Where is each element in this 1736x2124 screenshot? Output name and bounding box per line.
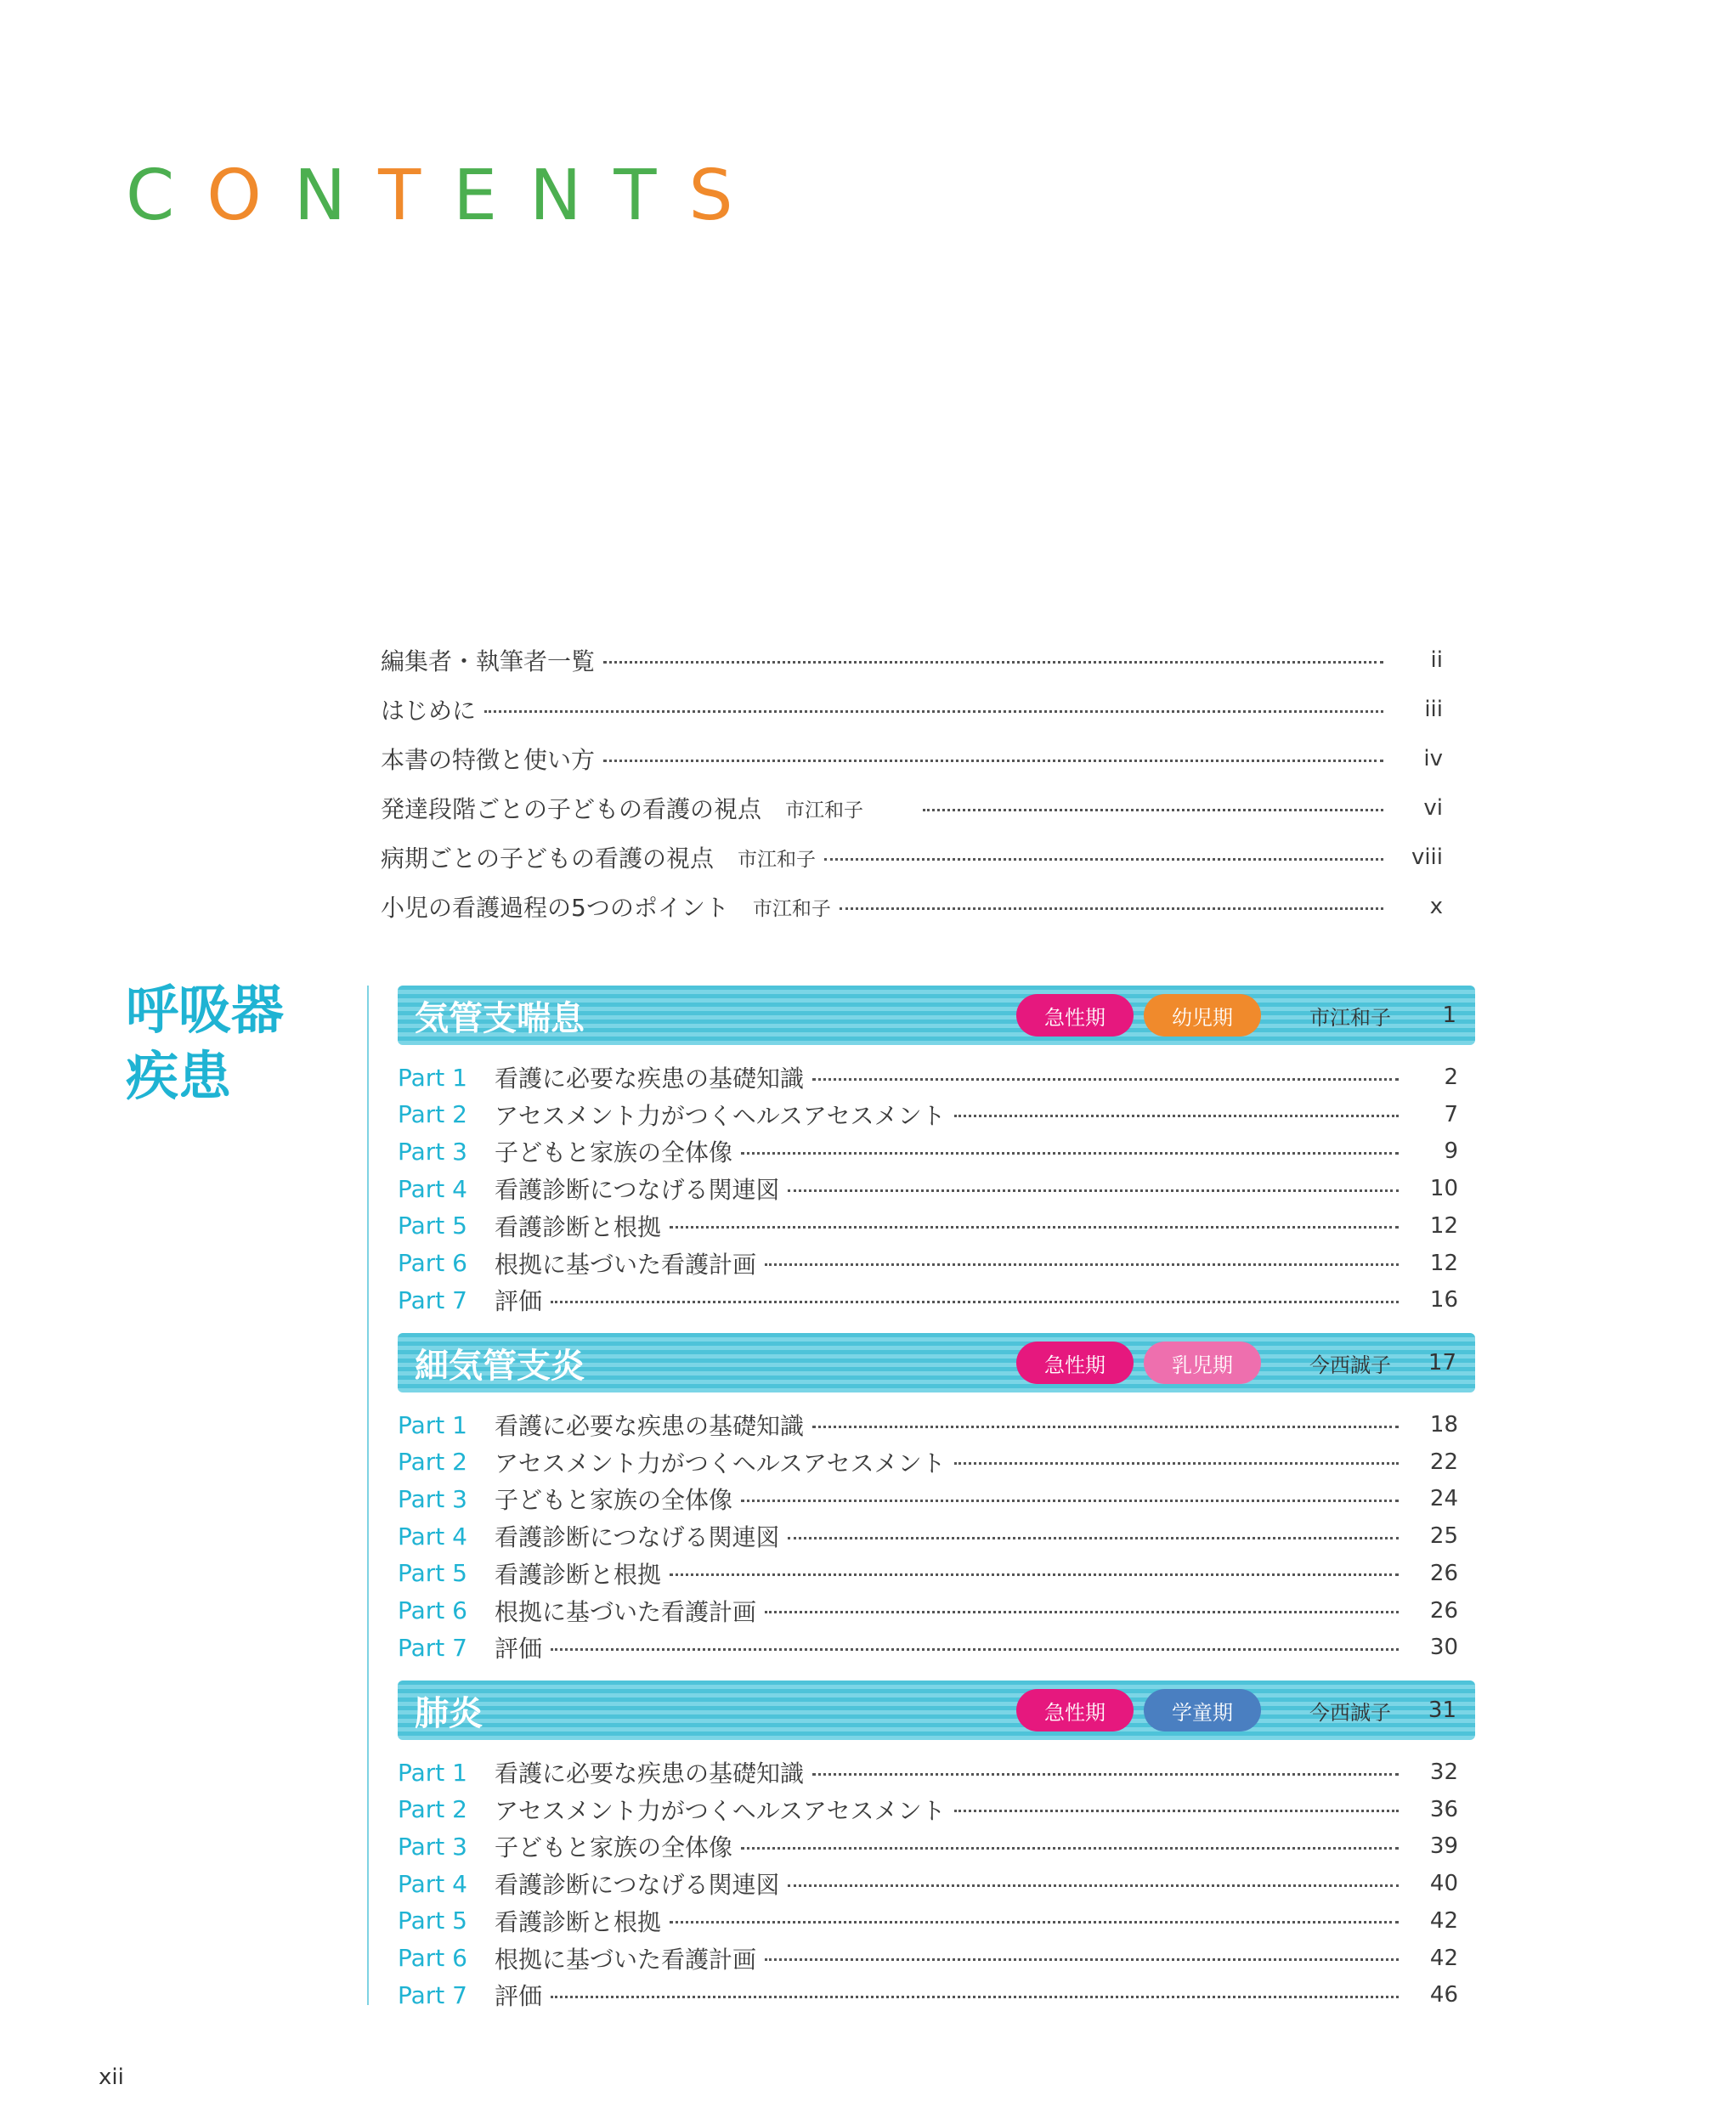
toc-part-row[interactable] [398, 1592, 1458, 1630]
part-number: Part 7 [398, 1633, 467, 1662]
dot-leader [670, 1226, 1399, 1229]
dot-leader [603, 661, 1383, 664]
toc-part-row[interactable] [398, 1754, 1458, 1791]
dot-leader [788, 1884, 1399, 1887]
toc-part-row[interactable] [398, 1096, 1458, 1133]
toc-part-row[interactable] [398, 1791, 1458, 1828]
toc-part-row[interactable] [398, 1406, 1458, 1443]
category-title-line2: 疾患 [126, 1045, 232, 1107]
part-page: 24 [1429, 1486, 1458, 1512]
part-number: Part 1 [398, 1410, 467, 1439]
toc-part-row[interactable] [398, 1940, 1458, 1977]
section-author: 市江和子 [1309, 1005, 1391, 1030]
toc-part-row[interactable] [398, 1555, 1458, 1592]
dot-leader [788, 1189, 1399, 1192]
dot-leader [923, 809, 1383, 811]
part-number: Part 7 [398, 1980, 467, 2009]
part-title: 子どもと家族の全体像 [495, 1138, 733, 1167]
dot-leader [551, 1648, 1399, 1651]
part-title: アセスメント力がつくヘルスアセスメント [495, 1796, 946, 1825]
section-page: 31 [1428, 1698, 1456, 1723]
part-page: 26 [1429, 1560, 1458, 1586]
part-page: 18 [1429, 1412, 1458, 1438]
toc-part-row[interactable] [398, 1629, 1458, 1666]
part-page: 26 [1429, 1597, 1458, 1624]
toc-entry[interactable] [381, 685, 1443, 734]
toc-entry-author: 市江和子 [785, 799, 864, 822]
part-title: 看護診断と根拠 [495, 1212, 662, 1241]
dot-leader [788, 1537, 1399, 1539]
part-page: 16 [1429, 1287, 1458, 1313]
toc-entry-page: iii [1424, 697, 1443, 722]
part-title: 看護に必要な疾患の基礎知識 [495, 1412, 805, 1440]
part-page: 39 [1429, 1833, 1458, 1860]
toc-part-row[interactable] [398, 1207, 1458, 1245]
dot-leader [741, 1152, 1399, 1155]
dot-leader [840, 907, 1383, 910]
dot-leader [812, 1426, 1399, 1428]
part-number: Part 1 [398, 1063, 467, 1092]
part-page: 12 [1429, 1212, 1458, 1239]
part-title: 子どもと家族の全体像 [495, 1833, 733, 1862]
toc-entry-label: 発達段階ごとの子どもの看護の視点 [381, 795, 762, 823]
part-title: アセスメント力がつくヘルスアセスメント [495, 1101, 946, 1130]
section-title: 細気管支炎 [415, 1346, 585, 1386]
part-number: Part 3 [398, 1484, 467, 1513]
heading-letter: C [126, 155, 207, 236]
stage-badge: 幼児期 [1144, 994, 1261, 1037]
toc-entry-author: 市江和子 [738, 848, 817, 871]
toc-entry[interactable] [381, 882, 1443, 931]
dot-leader [954, 1462, 1399, 1465]
toc-entry-page: iv [1423, 746, 1443, 771]
part-page: 2 [1444, 1065, 1458, 1090]
part-title: 子どもと家族の全体像 [495, 1486, 733, 1515]
section-banner[interactable] [398, 986, 1475, 1045]
toc-part-row[interactable] [398, 1059, 1458, 1096]
dot-leader [765, 1958, 1399, 1961]
toc-part-row[interactable] [398, 1517, 1458, 1555]
part-title: アセスメント力がつくヘルスアセスメント [495, 1449, 946, 1477]
dot-leader [954, 1115, 1399, 1117]
dot-leader [484, 710, 1383, 713]
section-banner[interactable] [398, 1681, 1475, 1740]
stage-badge: 乳児期 [1144, 1342, 1261, 1384]
toc-part-row[interactable] [398, 1133, 1458, 1170]
part-number: Part 2 [398, 1100, 467, 1129]
part-title: 看護診断につなげる関連図 [495, 1176, 780, 1205]
heading-letter: T [378, 155, 454, 236]
contents-heading [126, 155, 766, 236]
part-title: 根拠に基づいた看護計画 [495, 1945, 757, 1974]
stage-badge: 学童期 [1144, 1689, 1261, 1731]
heading-letter: N [293, 155, 379, 236]
part-number: Part 6 [398, 1596, 467, 1624]
toc-entry-label: 編集者・執筆者一覧 [381, 647, 596, 675]
dot-leader [765, 1263, 1399, 1266]
part-title: 看護診断と根拠 [495, 1560, 662, 1589]
dot-leader [812, 1078, 1399, 1081]
toc-entry-label: 小児の看護過程の5つのポイント [381, 894, 729, 922]
part-title: 看護に必要な疾患の基礎知識 [495, 1065, 805, 1093]
toc-entry[interactable] [381, 636, 1443, 685]
toc-part-row[interactable] [398, 1281, 1458, 1319]
toc-entry-label: 病期ごとの子どもの看護の視点 [381, 845, 715, 873]
part-number: Part 6 [398, 1944, 467, 1972]
stage-badge: 急性期 [1016, 994, 1134, 1037]
dot-leader [551, 1996, 1399, 1998]
dot-leader [670, 1573, 1399, 1576]
dot-leader [741, 1847, 1399, 1850]
part-title: 看護診断につなげる関連図 [495, 1523, 780, 1552]
part-page: 30 [1429, 1635, 1458, 1661]
dot-leader [551, 1301, 1399, 1303]
toc-part-row[interactable] [398, 1976, 1458, 2014]
part-page: 42 [1429, 1907, 1458, 1934]
part-page: 32 [1429, 1760, 1458, 1785]
toc-part-row[interactable] [398, 1245, 1458, 1282]
heading-letter: O [206, 155, 294, 236]
part-title: 看護診断と根拠 [495, 1907, 662, 1936]
page-number: xii [99, 2065, 124, 2090]
part-number: Part 3 [398, 1832, 467, 1861]
toc-entry[interactable] [381, 783, 1443, 833]
dot-leader [603, 760, 1383, 762]
part-number: Part 6 [398, 1249, 467, 1277]
part-number: Part 5 [398, 1212, 467, 1240]
toc-entry-author: 市江和子 [752, 897, 831, 920]
section-title: 肺炎 [415, 1693, 483, 1733]
section-author: 今西誠子 [1309, 1353, 1391, 1377]
part-page: 12 [1429, 1250, 1458, 1276]
part-page: 10 [1429, 1176, 1458, 1202]
part-number: Part 2 [398, 1448, 467, 1477]
part-number: Part 4 [398, 1174, 467, 1203]
part-page: 40 [1429, 1871, 1458, 1897]
heading-letter: S [688, 155, 766, 236]
toc-entry[interactable] [381, 734, 1443, 783]
dot-leader [741, 1500, 1399, 1502]
part-page: 7 [1444, 1101, 1458, 1127]
section-title: 気管支喘息 [415, 998, 585, 1038]
category-divider [367, 986, 369, 2005]
section-author: 今西誠子 [1309, 1700, 1391, 1725]
toc-part-row[interactable] [398, 1480, 1458, 1517]
part-title: 根拠に基づいた看護計画 [495, 1250, 757, 1279]
part-page: 42 [1429, 1945, 1458, 1971]
toc-entry-page: x [1429, 894, 1443, 919]
toc-part-row[interactable] [398, 1827, 1458, 1865]
dot-leader [812, 1773, 1399, 1776]
part-title: 看護に必要な疾患の基礎知識 [495, 1760, 805, 1788]
toc-part-row[interactable] [398, 1443, 1458, 1481]
toc-entry-page: viii [1411, 845, 1443, 870]
part-page: 46 [1429, 1982, 1458, 2008]
heading-letter: N [529, 155, 614, 236]
part-page: 36 [1429, 1796, 1458, 1822]
toc-entry-label: 本書の特徴と使い方 [381, 746, 596, 774]
part-title: 評価 [495, 1982, 543, 2011]
toc-part-row[interactable] [398, 1865, 1458, 1902]
toc-entry-page: vi [1423, 795, 1443, 821]
part-page: 9 [1444, 1138, 1458, 1165]
toc-entry[interactable] [381, 833, 1443, 882]
part-number: Part 7 [398, 1285, 467, 1314]
part-title: 根拠に基づいた看護計画 [495, 1597, 757, 1626]
part-number: Part 5 [398, 1559, 467, 1588]
dot-leader [670, 1921, 1399, 1923]
section-page: 1 [1442, 1003, 1456, 1028]
part-title: 評価 [495, 1287, 543, 1316]
toc-part-row[interactable] [398, 1902, 1458, 1940]
dot-leader [954, 1810, 1399, 1812]
dot-leader [765, 1611, 1399, 1613]
part-number: Part 4 [398, 1522, 467, 1551]
section-page: 17 [1428, 1350, 1456, 1376]
toc-part-row[interactable] [398, 1170, 1458, 1207]
stage-badge: 急性期 [1016, 1689, 1134, 1731]
dot-leader [824, 858, 1383, 861]
part-number: Part 4 [398, 1869, 467, 1898]
part-page: 22 [1429, 1449, 1458, 1475]
section-banner[interactable] [398, 1333, 1475, 1392]
category-title-line1: 呼吸器 [126, 979, 285, 1041]
toc-entry-page: ii [1430, 647, 1443, 673]
part-page: 25 [1429, 1523, 1458, 1550]
part-number: Part 1 [398, 1758, 467, 1787]
category-title [126, 977, 284, 1110]
heading-letter: E [453, 155, 530, 236]
heading-letter: T [614, 155, 689, 236]
part-number: Part 3 [398, 1137, 467, 1166]
part-number: Part 2 [398, 1795, 467, 1824]
stage-badge: 急性期 [1016, 1342, 1134, 1384]
toc-entry-label: はじめに [381, 697, 477, 725]
part-number: Part 5 [398, 1907, 467, 1935]
part-title: 評価 [495, 1635, 543, 1664]
part-title: 看護診断につなげる関連図 [495, 1871, 780, 1900]
